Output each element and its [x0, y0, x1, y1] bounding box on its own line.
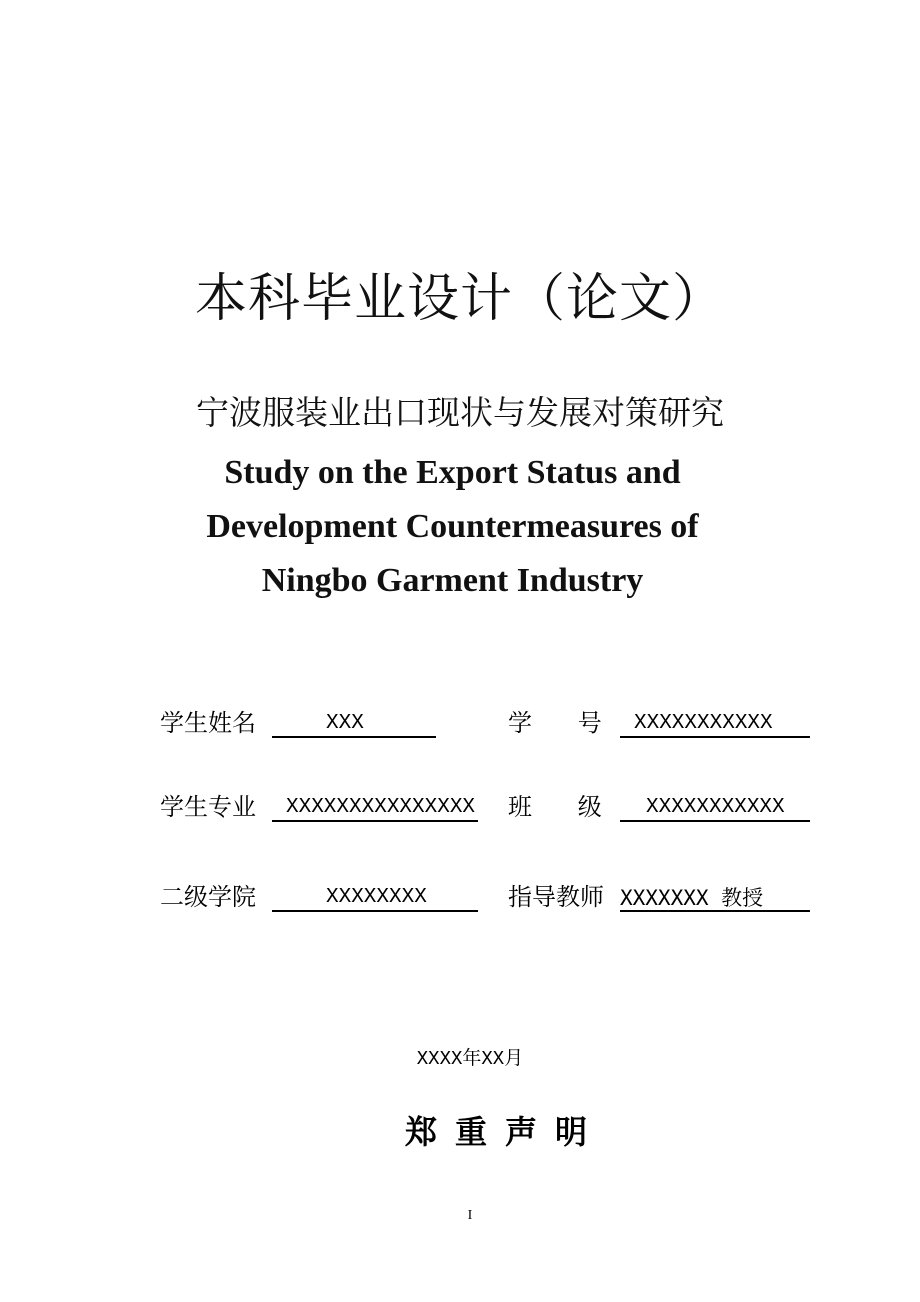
- class-value: XXXXXXXXXXX: [620, 790, 810, 822]
- english-thesis-title: [0, 446, 905, 608]
- english-title-line-2: Development Countermeasures of: [206, 508, 699, 545]
- english-title-line-1: Study on the Export Status and: [224, 454, 681, 491]
- college-label: 二级学院: [160, 883, 256, 911]
- date-year-unit: 年: [462, 1047, 482, 1069]
- student-id-value: XXXXXXXXXXX: [620, 706, 810, 738]
- major-label: 学生专业: [160, 793, 256, 821]
- date-month-unit: 月: [504, 1047, 524, 1069]
- college-value: XXXXXXXX: [272, 880, 478, 912]
- date-year: XXXX: [416, 1048, 463, 1070]
- major-value: XXXXXXXXXXXXXXX: [272, 790, 478, 822]
- declaration-heading: 郑重声明: [404, 1113, 605, 1151]
- page-number: I: [467, 1208, 473, 1223]
- submission-date: [0, 1043, 920, 1074]
- student-name-value: XXX: [272, 706, 436, 738]
- date-month: XX: [481, 1048, 505, 1070]
- advisor-label: 指导教师: [508, 883, 604, 911]
- advisor-value: XXXXXXX 教授: [620, 880, 810, 912]
- student-id-label: 学 号: [508, 709, 602, 737]
- class-label: 班 级: [508, 793, 602, 821]
- student-name-label: 学生姓名: [160, 709, 256, 737]
- chinese-thesis-title: 宁波服装业出口现状与发展对策研究: [196, 393, 724, 432]
- main-title: 本科毕业设计（论文）: [194, 269, 725, 329]
- english-title-line-3: Ningbo Garment Industry: [261, 562, 644, 599]
